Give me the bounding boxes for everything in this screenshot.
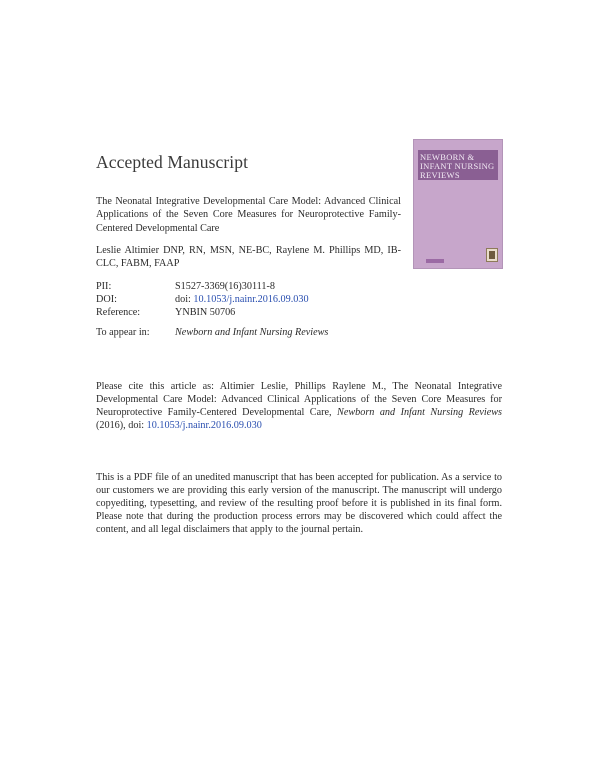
page-heading: Accepted Manuscript bbox=[96, 152, 249, 172]
citation-block bbox=[96, 380, 502, 432]
pii-row bbox=[96, 280, 275, 293]
doi-prefix: doi: bbox=[175, 294, 191, 305]
appear-journal: Newborn and Infant Nursing Reviews bbox=[175, 327, 329, 338]
doi-row bbox=[96, 293, 309, 306]
citation-year: (2016), doi: bbox=[96, 420, 145, 431]
journal-cover-image bbox=[413, 139, 503, 269]
pii-value: S1527-3369(16)30111-8 bbox=[175, 281, 275, 292]
pii-label: PII: bbox=[96, 281, 112, 292]
reference-row bbox=[96, 306, 235, 319]
doi-label: DOI: bbox=[96, 294, 117, 305]
appear-row bbox=[96, 326, 328, 339]
citation-journal: Newborn and Infant Nursing Reviews bbox=[337, 407, 503, 418]
article-title: The Neonatal Integrative Developmental Care Model: Advanced Clinical Applications of the Seven Core Measures for Neuroprotective Family-Centered Developmental Care bbox=[96, 196, 401, 234]
disclaimer-paragraph: This is a PDF file of an unedited manuscript that has been accepted for publication. As a service to our customers we are providing this early version of the manuscript. The manuscript will undergo copyediting, typesetting, and review of the resulting proof before it is published in its final form. Please note that during the production process errors may be discovered which could affect the content, and all legal disclaimers that apply to the journal pertain. bbox=[96, 472, 502, 535]
reference-value: YNBIN 50706 bbox=[175, 307, 236, 318]
cover-decoration bbox=[426, 259, 444, 263]
cover-title: NEWBORN & INFANT NURSING REVIEWS bbox=[420, 152, 495, 180]
citation-doi-link[interactable]: 10.1053/j.nainr.2016.09.030 bbox=[146, 420, 262, 431]
article-authors: Leslie Altimier DNP, RN, MSN, NE-BC, Raylene M. Phillips MD, IB-CLC, FABM, FAAP bbox=[96, 245, 401, 270]
appear-label: To appear in: bbox=[96, 327, 150, 338]
reference-label: Reference: bbox=[96, 307, 141, 318]
publisher-logo-icon bbox=[486, 248, 498, 262]
doi-link[interactable]: 10.1053/j.nainr.2016.09.030 bbox=[193, 294, 309, 305]
citation-text: Please cite this article as: Altimier Leslie, Phillips Raylene M., The Neonatal Integrative Developmental Care Model: Advanced Clinical Applications of the Seven Core Measures for Neuroprotective Family-Centered Developmental Care, bbox=[96, 381, 502, 418]
